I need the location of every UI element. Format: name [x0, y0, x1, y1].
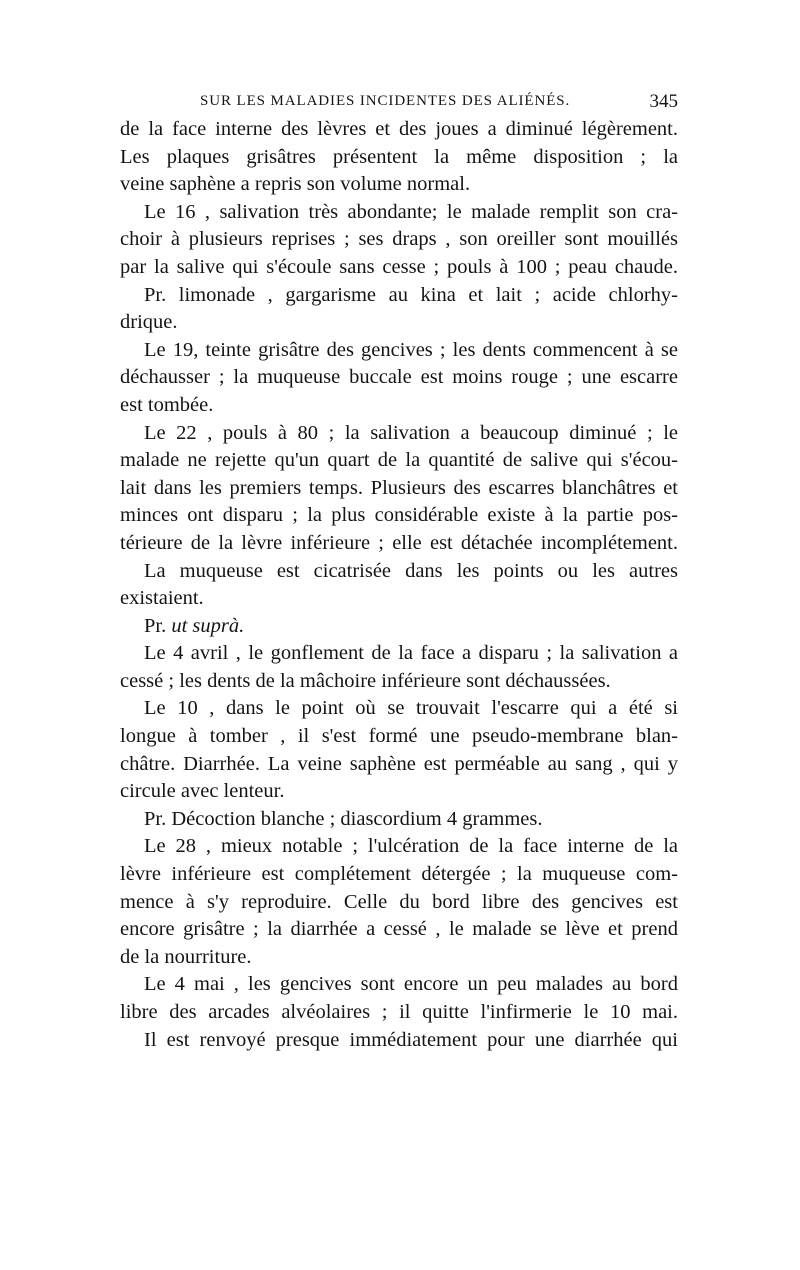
text-line: Le 16 , salivation très abondante; le malade remplit son cra- [144, 200, 678, 223]
text-line: circule avec lenteur. [120, 780, 285, 803]
page-number: 345 [649, 91, 678, 112]
text-line: térieure de la lèvre inférieure ; elle est détachée incomplétement. [120, 531, 678, 554]
running-head [120, 93, 680, 117]
text-line: drique. [120, 311, 178, 334]
text-line: est tombée. [120, 393, 214, 416]
text-line: cessé ; les dents de la mâchoire inférieure sont déchaussées. [120, 669, 611, 692]
running-head-title: SUR LES MALADIES INCIDENTES DES ALIÉNÉS. [200, 93, 571, 109]
text-line: Les plaques grisâtres présentent la même disposition ; la [120, 145, 678, 168]
text-line: Le 4 avril , le gonflement de la face a disparu ; la salivation a [144, 642, 678, 665]
text-line: châtre. Diarrhée. La veine saphène est perméable au sang , qui y [120, 752, 678, 775]
text-line: par la salive qui s'écoule sans cesse ; pouls à 100 ; peau chaude. [120, 255, 678, 278]
text-line: libre des arcades alvéolaires ; il quitte l'infirmerie le 10 mai. [120, 1001, 678, 1023]
text-line: longue à tomber , il s'est formé une pseudo-membrane blan- [120, 725, 678, 748]
text-line: encore grisâtre ; la diarrhée a cessé , le malade se lève et prend [120, 918, 678, 941]
text-line: Pr. Décoction blanche ; diascordium 4 grammes. [144, 807, 543, 830]
prescription-label: Pr. [144, 614, 167, 637]
text-line: minces ont disparu ; la plus considérable existe à la partie pos- [120, 504, 678, 527]
text-line: veine saphène a repris son volume normal. [120, 173, 471, 196]
text-line [120, 613, 678, 641]
text-line: mence à s'y reproduire. Celle du bord libre des gencives est [120, 890, 678, 913]
text-line: déchausser ; la muqueuse buccale est moins rouge ; une escarre [120, 366, 678, 389]
text-line: lèvre inférieure est complétement détergée ; la muqueuse com- [120, 863, 678, 886]
text-line: Le 22 , pouls à 80 ; la salivation a beaucoup diminué ; le [144, 421, 678, 444]
text-line: choir à plusieurs reprises ; ses draps , son oreiller sont mouillés [120, 228, 678, 251]
text-line: lait dans les premiers temps. Plusieurs des escarres blanchâtres et [120, 476, 678, 499]
text-line: de la face interne des lèvres et des joues a diminué légèrement. [120, 118, 678, 140]
text-line: Le 10 , dans le point où se trouvait l'escarre qui a été si [144, 697, 678, 720]
prescription-ut-supra: ut suprà. [171, 614, 245, 637]
text-line: Le 28 , mieux notable ; l'ulcération de la face interne de la [144, 835, 678, 858]
text-line: Le 19, teinte grisâtre des gencives ; les dents commencent à se [144, 338, 678, 361]
text-line: Pr. limonade , gargarisme au kina et lait ; acide chlorhy- [144, 283, 678, 306]
text-line: existaient. [120, 587, 204, 610]
text-line: La muqueuse est cicatrisée dans les points ou les autres [144, 559, 678, 582]
text-line: Il est renvoyé presque immédiatement pour une diarrhée qui [144, 1028, 678, 1051]
text-line: Le 4 mai , les gencives sont encore un peu malades au bord [144, 973, 678, 996]
text-line: malade ne rejette qu'un quart de la quantité de salive qui s'écou- [120, 449, 678, 472]
text-line: de la nourriture. [120, 945, 252, 968]
body-text [120, 116, 678, 1054]
